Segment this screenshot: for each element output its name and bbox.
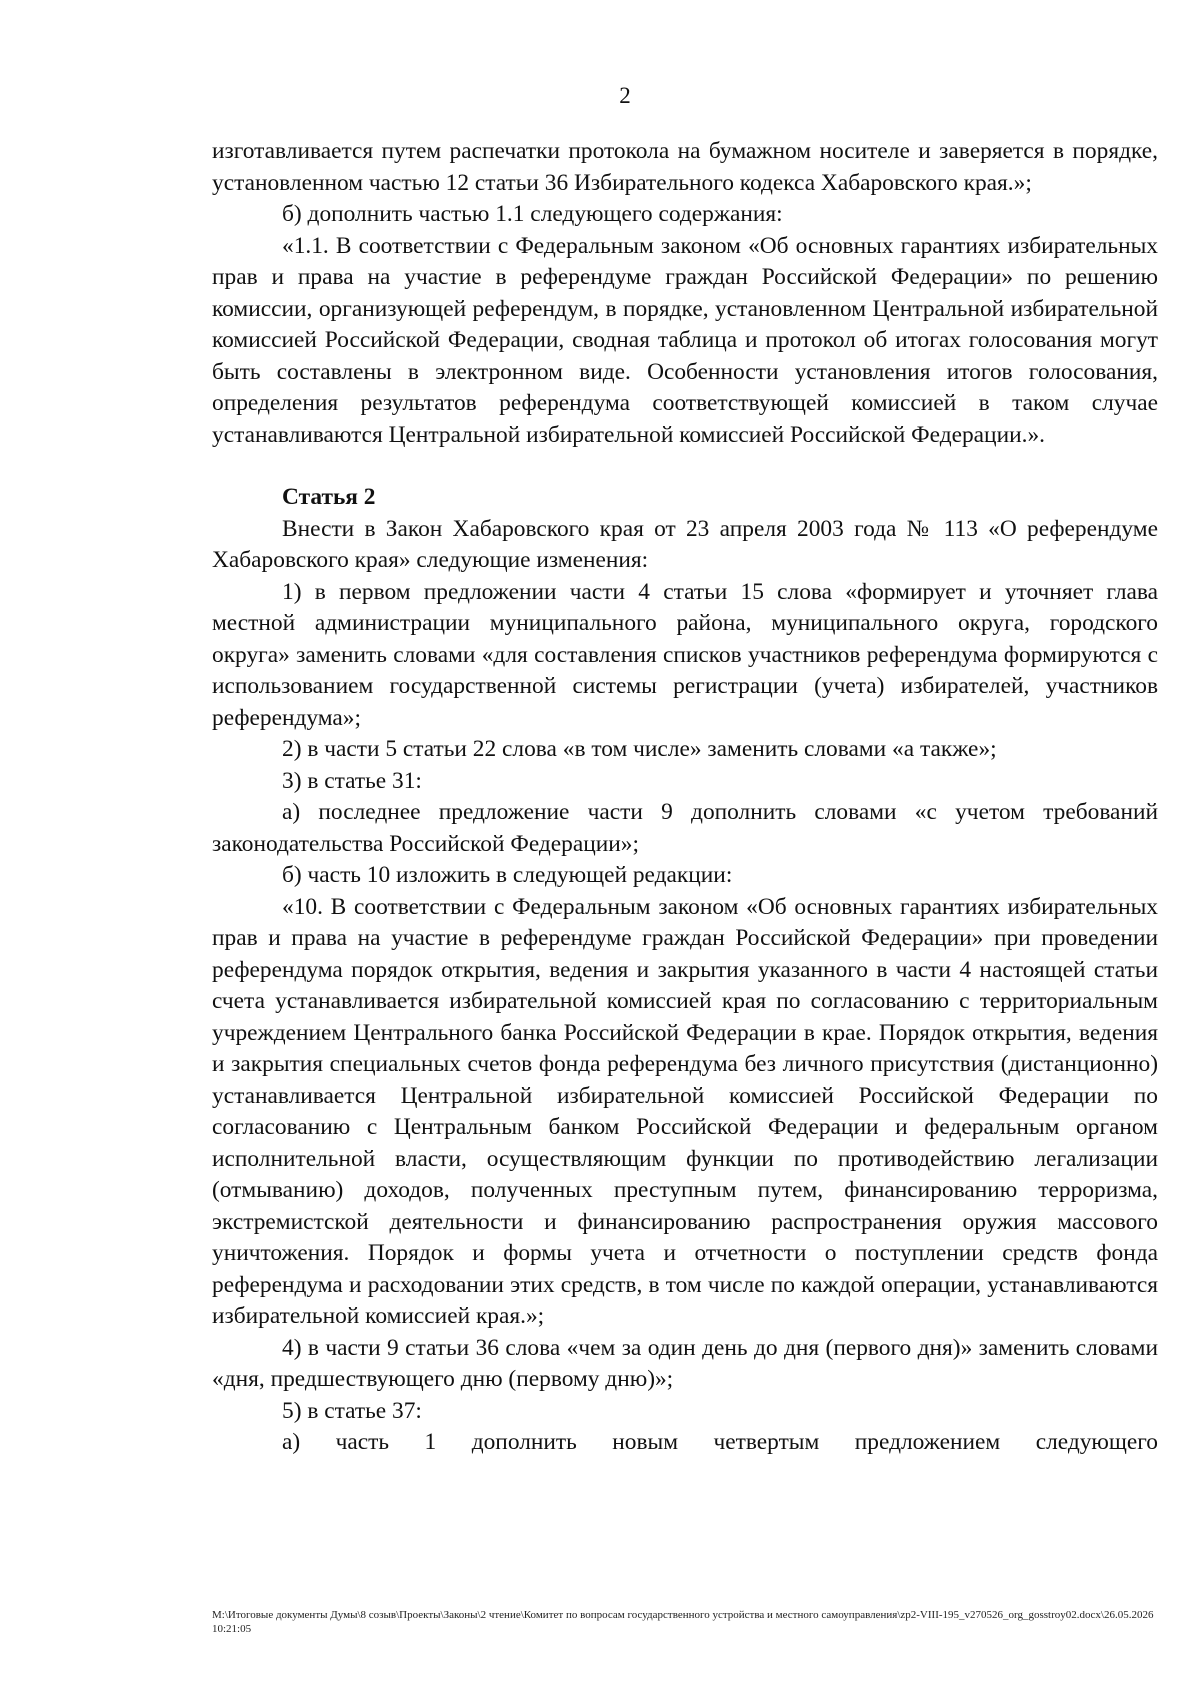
- document-body: [212, 136, 1158, 1459]
- paragraph-part-1-1: «1.1. В соответствии с Федеральным законом «Об основных гарантиях избирательных прав и права на участие в референдуме граждан Российской Федерации» по решению комиссии, организующей референдум, в порядке, установленном Центральной избирательной комиссией Российской Федерации, сводная таблица и протокол об итогах голосования могут быть составлены в электронном виде. Особенности установления итогов голосования, определения результатов референдума соответствующей комиссией в таком случае устанавливаются Центральной избирательной комиссией Российской Федерации.».: [212, 232, 1158, 448]
- paragraph-item-3: 3) в статье 31:: [282, 767, 422, 794]
- paragraph-part-10: «10. В соответствии с Федеральным законом «Об основных гарантиях избирательных прав и права на участие в референдуме граждан Российской Федерации» при проведении референдума порядок открытия, ведения и закрытия указанного в части 4 настоящей статьи счета устанавливается избирательной комиссией края по согласованию с территориальным учреждением Центрального банка Российской Федерации в крае. Порядок открытия, ведения и закрытия специальных счетов фонда референдума без личного присутствия (дистанционно) устанавливается Центральной избирательной комиссией Российской Федерации по согласованию с Центральным банком Российской Федерации и федеральным органом исполнительной власти, осуществляющим функции по противодействию легализации (отмыванию) доходов, полученных преступным путем, финансированию терроризма, экстремистской деятельности и финансированию распространения оружия массового уничтожения. Порядок и формы учета и отчетности о поступлении средств фонда референдума и расходовании этих средств, в том числе по каждой операции, устанавливаются избирательной комиссией края.»;: [212, 893, 1158, 1329]
- paragraph-article-2-intro: Внести в Закон Хабаровского края от 23 апреля 2003 года № 113 «О референдуме Хабаровского края» следующие изменения:: [212, 515, 1158, 573]
- paragraph-item-5: 5) в статье 37:: [282, 1397, 422, 1424]
- article-heading: Статья 2: [282, 484, 376, 510]
- page-number: 2: [619, 83, 631, 108]
- paragraph-item-5a: а) часть 1 дополнить новым четвертым предложением следующего: [282, 1429, 1158, 1455]
- paragraph-item-2: 2) в части 5 статьи 22 слова «в том числе» заменить словами «а также»;: [282, 736, 997, 762]
- paragraph-continuation: изготавливается путем распечатки протокола на бумажном носителе и заверяется в порядке, установленном частью 12 статьи 36 Избирательного кодекса Хабаровского края.»;: [212, 138, 1158, 196]
- paragraph-amendment-b: б) дополнить частью 1.1 следующего содержания:: [282, 201, 783, 227]
- paragraph-item-4: 4) в части 9 статьи 36 слова «чем за один день до дня (первого дня)» заменить словами «дня, предшествующего дню (первому дню)»;: [212, 1334, 1158, 1392]
- paragraph-item-1: 1) в первом предложении части 4 статьи 15 слова «формирует и уточняет глава местной администрации муниципального района, муниципального округа, городского округа» заменить словами «для составления списков участников референдума формируются с использованием государственной системы регистрации (учета) избирателей, участников референдума»;: [212, 578, 1158, 731]
- paragraph-item-3a: а) последнее предложение части 9 дополнить словами «с учетом требований законодательства Российской Федерации»;: [212, 799, 1158, 857]
- paragraph-item-3b: б) часть 10 изложить в следующей редакции:: [282, 862, 733, 888]
- file-path-footer: M:\Итоговые документы Думы\8 созыв\Проекты\Законы\2 чтение\Комитет по вопросам государственного устройства и местного самоуправления\zp2-VIII-195_v270526_org_gosstroy02.docx\26.05.2026 10:21:05: [212, 1609, 1154, 1635]
